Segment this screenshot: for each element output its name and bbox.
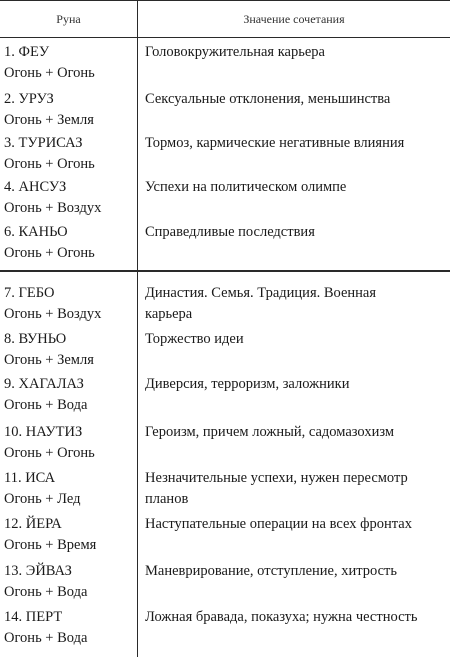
rune-combo: Огонь + Вода (4, 630, 88, 646)
rune-cell (4, 329, 136, 371)
meaning-line: Маневрирование, отступление, хитрость (145, 563, 397, 579)
rune-name: 9. ХАГАЛАЗ (4, 376, 84, 392)
rune-combo: Огонь + Огонь (4, 245, 95, 261)
rune-name: 11. ИСА (4, 470, 56, 486)
rune-name: 3. ТУРИСАЗ (4, 135, 83, 151)
rune-name: 7. ГЕБО (4, 285, 55, 301)
rune-cell (4, 561, 136, 603)
rune-combo: Огонь + Вода (4, 397, 88, 413)
rune-cell (4, 422, 136, 464)
header-rune: Руна (56, 11, 81, 26)
rune-combo: Огонь + Воздух (4, 200, 102, 216)
meaning-line: Героизм, причем ложный, садомазохизм (145, 424, 395, 440)
rune-name: 13. ЭЙВАЗ (4, 563, 72, 579)
rune-cell (4, 468, 136, 510)
rune-combo: Огонь + Земля (4, 352, 94, 368)
meaning-line: Диверсия, терроризм, заложники (145, 376, 350, 392)
header-meaning: Значение сочетания (243, 11, 345, 26)
rune-cell (4, 374, 136, 416)
rune-name: 14. ПЕРТ (4, 609, 63, 625)
meaning-cell (145, 561, 445, 582)
rune-combo: Огонь + Огонь (4, 156, 95, 172)
rune-cell (4, 89, 136, 131)
rune-name: 6. КАНЬО (4, 224, 68, 240)
meaning-cell (145, 422, 445, 443)
rune-cell (4, 177, 136, 219)
meaning-cell: Головокружительная карьера (145, 44, 325, 60)
meaning-cell (145, 374, 445, 395)
meaning-cell (145, 607, 445, 628)
rune-cell (4, 133, 136, 175)
rune-combo: Огонь + Земля (4, 112, 94, 128)
meaning-line: карьера (145, 306, 193, 322)
rune-name: 1. ФЕУ (4, 44, 50, 60)
meaning-cell (145, 283, 445, 325)
rune-combo: Огонь + Огонь (4, 65, 95, 81)
rune-name: 12. ЙЕРА (4, 516, 62, 532)
column-divider (137, 0, 138, 657)
rune-name: 10. НАУТИЗ (4, 424, 83, 440)
rune-combo: Огонь + Огонь (4, 445, 95, 461)
rune-name: 8. ВУНЬО (4, 331, 67, 347)
rune-name: 2. УРУЗ (4, 91, 54, 107)
meaning-cell (145, 329, 445, 350)
rune-combo: Огонь + Воздух (4, 306, 102, 322)
rune-cell (4, 607, 136, 649)
meaning-line: Торжество идеи (145, 331, 244, 347)
meaning-line: Наступательные операции на всех фронтах (145, 516, 412, 532)
group-divider (0, 270, 450, 272)
rune-cell (4, 42, 136, 84)
meaning-cell (145, 514, 445, 535)
meaning-line: Династия. Семья. Традиция. Военная (145, 285, 377, 301)
meaning-line: Незначительные успехи, нужен пересмотр (145, 470, 408, 486)
meaning-line: Ложная бравада, показуха; нужна честность (145, 609, 418, 625)
meaning-cell: Сексуальные отклонения, меньшинства (145, 91, 391, 107)
meaning-cell (145, 468, 445, 510)
rune-cell (4, 283, 136, 325)
rune-cell (4, 222, 136, 264)
rune-name: 4. АНСУЗ (4, 179, 67, 195)
meaning-cell: Тормоз, кармические негативные влияния (145, 135, 405, 151)
rune-combo: Огонь + Время (4, 537, 97, 553)
rune-cell (4, 514, 136, 556)
meaning-line: планов (145, 491, 189, 507)
rune-combo: Огонь + Вода (4, 584, 88, 600)
meaning-cell: Справедливые последствия (145, 224, 315, 240)
meaning-cell: Успехи на политическом олимпе (145, 179, 347, 195)
rune-combo: Огонь + Лед (4, 491, 81, 507)
